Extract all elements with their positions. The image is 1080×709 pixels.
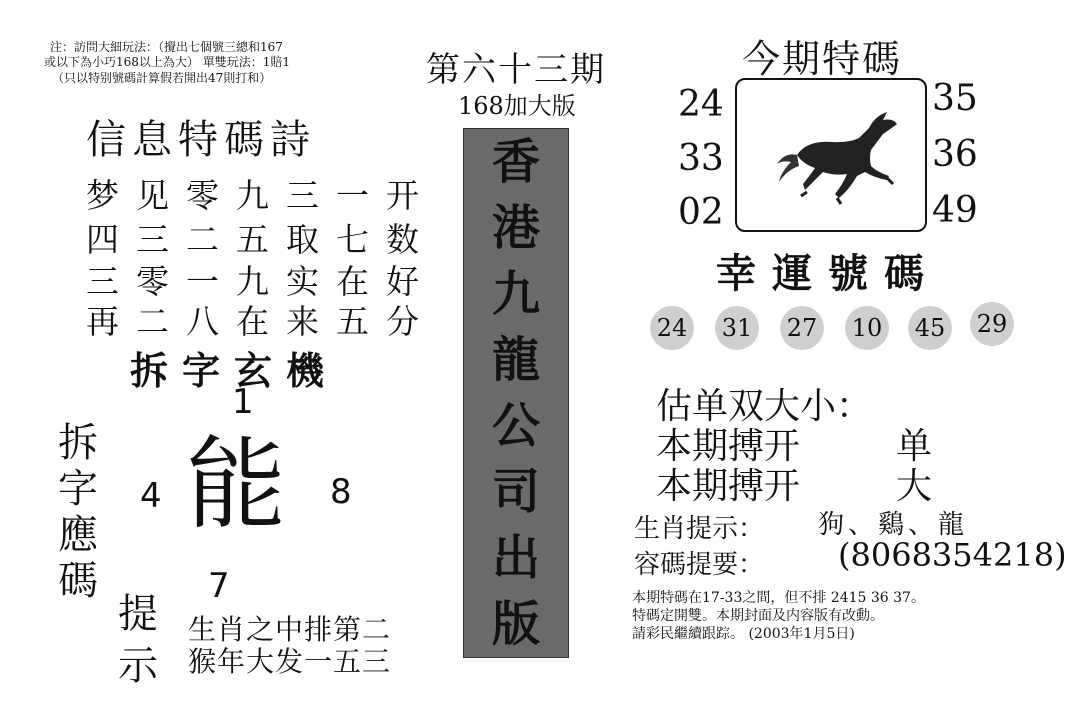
poem-row-1: 梦见零九三一开 [86, 176, 436, 215]
special-right-3: 49 [932, 190, 978, 231]
issue-title: 第六十三期 [426, 50, 606, 90]
riddle-top-number: 1 [232, 382, 254, 422]
special-left-2: 33 [678, 138, 724, 179]
guess-line-2-value: 单 [896, 426, 933, 467]
banner-char: 出 [491, 530, 540, 586]
banner-char: 九 [491, 266, 540, 322]
horse-frame [735, 78, 927, 232]
horse-icon [737, 80, 925, 230]
lucky-ball: 31 [715, 306, 759, 350]
banner-char: 龍 [491, 332, 540, 388]
banner-char: 香 [491, 134, 540, 190]
note-line-2: 或以下為小巧168以上為大） 單雙玩法：1賠1 [44, 55, 290, 69]
banner-char: 公 [491, 398, 540, 454]
note-line-3: （只以特别號碼計算假若開出47則打和） [52, 71, 272, 85]
special-right-2: 36 [932, 134, 978, 175]
lucky-ball: 45 [908, 306, 952, 350]
lucky-ball: 10 [845, 306, 889, 350]
banner-char: 港 [491, 200, 540, 256]
riddle-left-number: 4 [140, 476, 162, 516]
poem-title: 信息特碼詩 [86, 117, 316, 163]
issue-subtitle: 168加大版 [458, 92, 576, 120]
lucky-title: 幸運號碼 [716, 251, 940, 297]
riddle-side-label: 拆字應碼 [58, 420, 98, 604]
hint-label: 提示 [118, 591, 158, 689]
publisher-banner [463, 128, 569, 658]
poem-row-2: 四三二五取七数 [86, 220, 436, 259]
lucky-ball: 29 [970, 302, 1014, 346]
riddle-title: 拆字玄機 [130, 349, 339, 393]
riddle-right-number: 8 [330, 472, 352, 512]
riddle-char: 能 [186, 426, 286, 543]
guess-line-3-label: 本期搏开 [656, 466, 801, 507]
hint-line-1: 生肖之中排第二 [188, 613, 392, 646]
banner-char: 版 [491, 596, 540, 652]
footer-line-3: 請彩民繼續跟踪。 (2003年1月5日) [632, 626, 855, 642]
poem-row-4: 再二八在来五分 [86, 302, 436, 341]
guess-line-3-value: 大 [896, 466, 933, 507]
zodiac-value: 狗、鷄、龍 [818, 510, 969, 540]
special-right-1: 35 [932, 78, 978, 119]
special-left-3: 02 [678, 192, 724, 233]
riddle-bottom-number: 7 [208, 566, 230, 606]
special-left-1: 24 [678, 84, 724, 125]
guess-line-1: 估单双大小： [656, 386, 873, 427]
footer-line-2: 特碼定開雙。本期封面及内容版有改動。 [632, 608, 884, 624]
poem-row-3: 三零一九实在好 [86, 262, 436, 301]
guess-line-2-label: 本期搏开 [656, 426, 801, 467]
lucky-ball: 27 [780, 306, 824, 350]
lucky-ball: 24 [650, 306, 694, 350]
code-label: 容碼提要： [634, 550, 765, 580]
code-value: (8068354218) [838, 536, 1067, 574]
note-line-1: 注：訪問大細玩法：（攪出七個號三總和167 [50, 40, 283, 54]
zodiac-label: 生肖提示： [634, 514, 765, 544]
footer-line-1: 本期特碼在17-33之間，但不排 2415 36 37。 [632, 590, 925, 606]
hint-line-2: 猴年大发一五三 [188, 645, 392, 678]
banner-char: 司 [491, 464, 540, 520]
special-title: 今期特碼 [742, 37, 903, 81]
